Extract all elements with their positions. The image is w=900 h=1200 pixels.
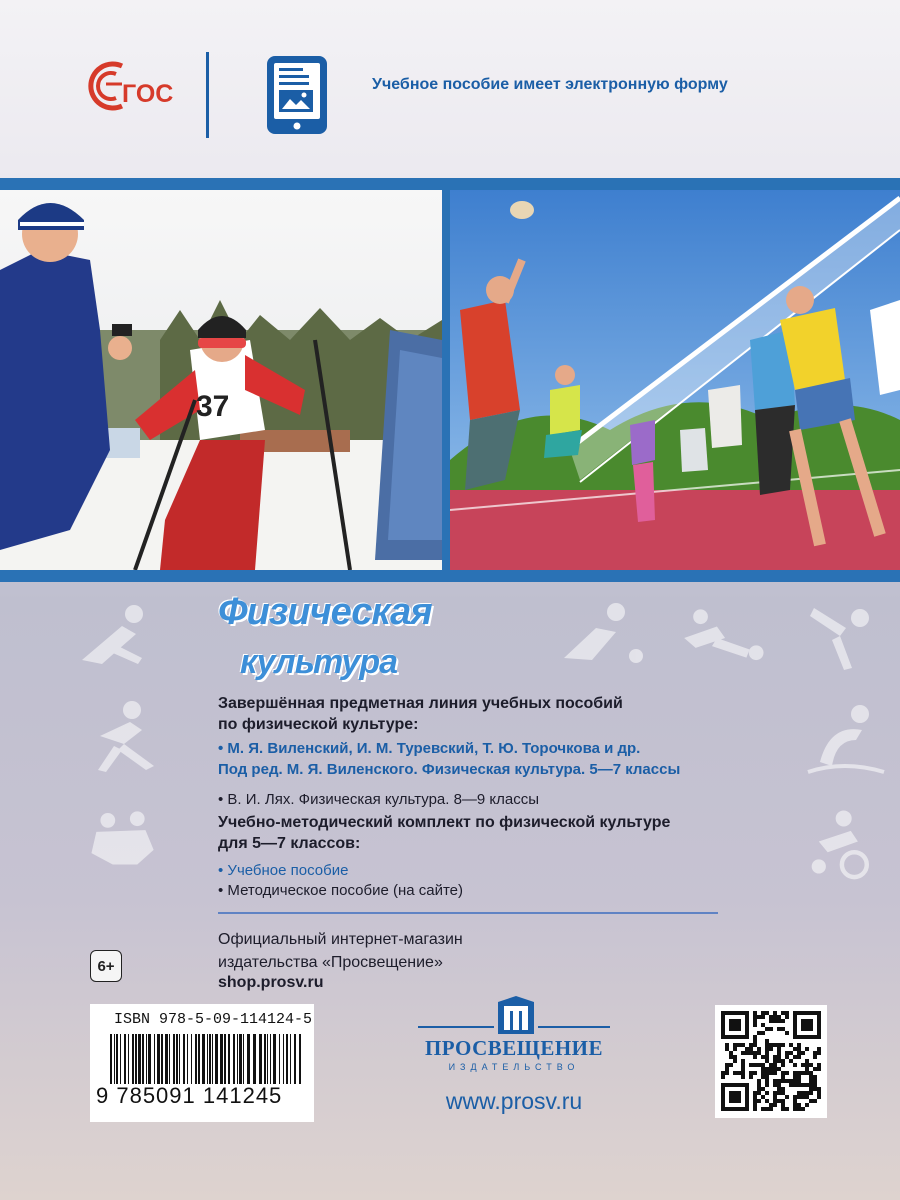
kit-heading-line-2: для 5—7 классов: xyxy=(218,835,361,852)
series-heading xyxy=(218,693,738,735)
volleyball-photo xyxy=(450,190,900,570)
kit-heading-line-1: Учебно-методический комплект по физической культуре xyxy=(218,814,671,831)
book-title-line-2: культура xyxy=(240,643,398,681)
publisher-url-link[interactable]: www.prosv.ru xyxy=(445,1088,583,1114)
ski-race-photo xyxy=(0,190,442,570)
sport-pictogram-icon xyxy=(84,696,174,776)
sport-pictogram-icon xyxy=(796,806,886,886)
publisher-rule-left xyxy=(418,1026,494,1028)
publisher-subtitle: ИЗДАТЕЛЬСТВО xyxy=(448,1062,580,1072)
series-heading-line-1: Завершённая предметная линия учебных пособий xyxy=(218,695,623,712)
qr-code[interactable] xyxy=(715,1005,827,1118)
series-item-vilensky xyxy=(218,738,778,780)
tablet-eform-icon xyxy=(266,55,328,135)
header-divider xyxy=(206,52,209,138)
isbn-label: ISBN 978-5-09-114124-5 xyxy=(114,1011,313,1028)
publisher-rule-right xyxy=(538,1026,610,1028)
sport-pictogram-icon xyxy=(72,598,162,678)
series-item-lyakh: • В. И. Лях. Физическая культура. 8—9 классы xyxy=(218,791,540,808)
svg-text:37: 37 xyxy=(196,390,230,423)
series-item-line-2: Под ред. М. Я. Виленского. Физическая культура. 5—7 классы xyxy=(218,761,681,778)
shop-line-2: издательства «Просвещение» xyxy=(218,954,443,971)
sport-pictogram-icon xyxy=(800,700,890,780)
kit-item-methodical: • Методическое пособие (на сайте) xyxy=(218,882,464,899)
shop-info xyxy=(218,928,463,974)
series-item-line-1: • М. Я. Виленский, И. М. Туревский, Т. Ю. Торочкова и др. xyxy=(218,740,641,757)
sport-pictogram-icon xyxy=(676,598,766,678)
sport-pictogram-icon xyxy=(80,800,170,880)
book-title-line-1: Физическая xyxy=(218,591,432,633)
age-rating-badge: 6+ xyxy=(90,950,122,982)
barcode-digits: 9 785091 141245 xyxy=(96,1083,283,1108)
publisher-name: ПРОСВЕЩЕНИЕ xyxy=(424,1036,604,1060)
qr-code-icon xyxy=(715,1005,827,1118)
electronic-form-note: Учебное пособие имеет электронную форму xyxy=(372,76,728,93)
shop-line-1: Официальный интернет-магазин xyxy=(218,931,463,948)
fgos-logo-text: ГОС xyxy=(122,80,174,108)
kit-item-textbook: • Учебное пособие xyxy=(218,862,349,879)
kit-heading xyxy=(218,812,738,854)
sport-pictogram-icon xyxy=(556,598,646,678)
sport-pictogram-icon xyxy=(800,598,890,678)
shop-url-link[interactable]: shop.prosv.ru xyxy=(218,974,324,991)
publisher-logo-icon xyxy=(496,996,536,1034)
series-heading-line-2: по физической культуре: xyxy=(218,716,419,733)
text-divider xyxy=(218,912,718,914)
